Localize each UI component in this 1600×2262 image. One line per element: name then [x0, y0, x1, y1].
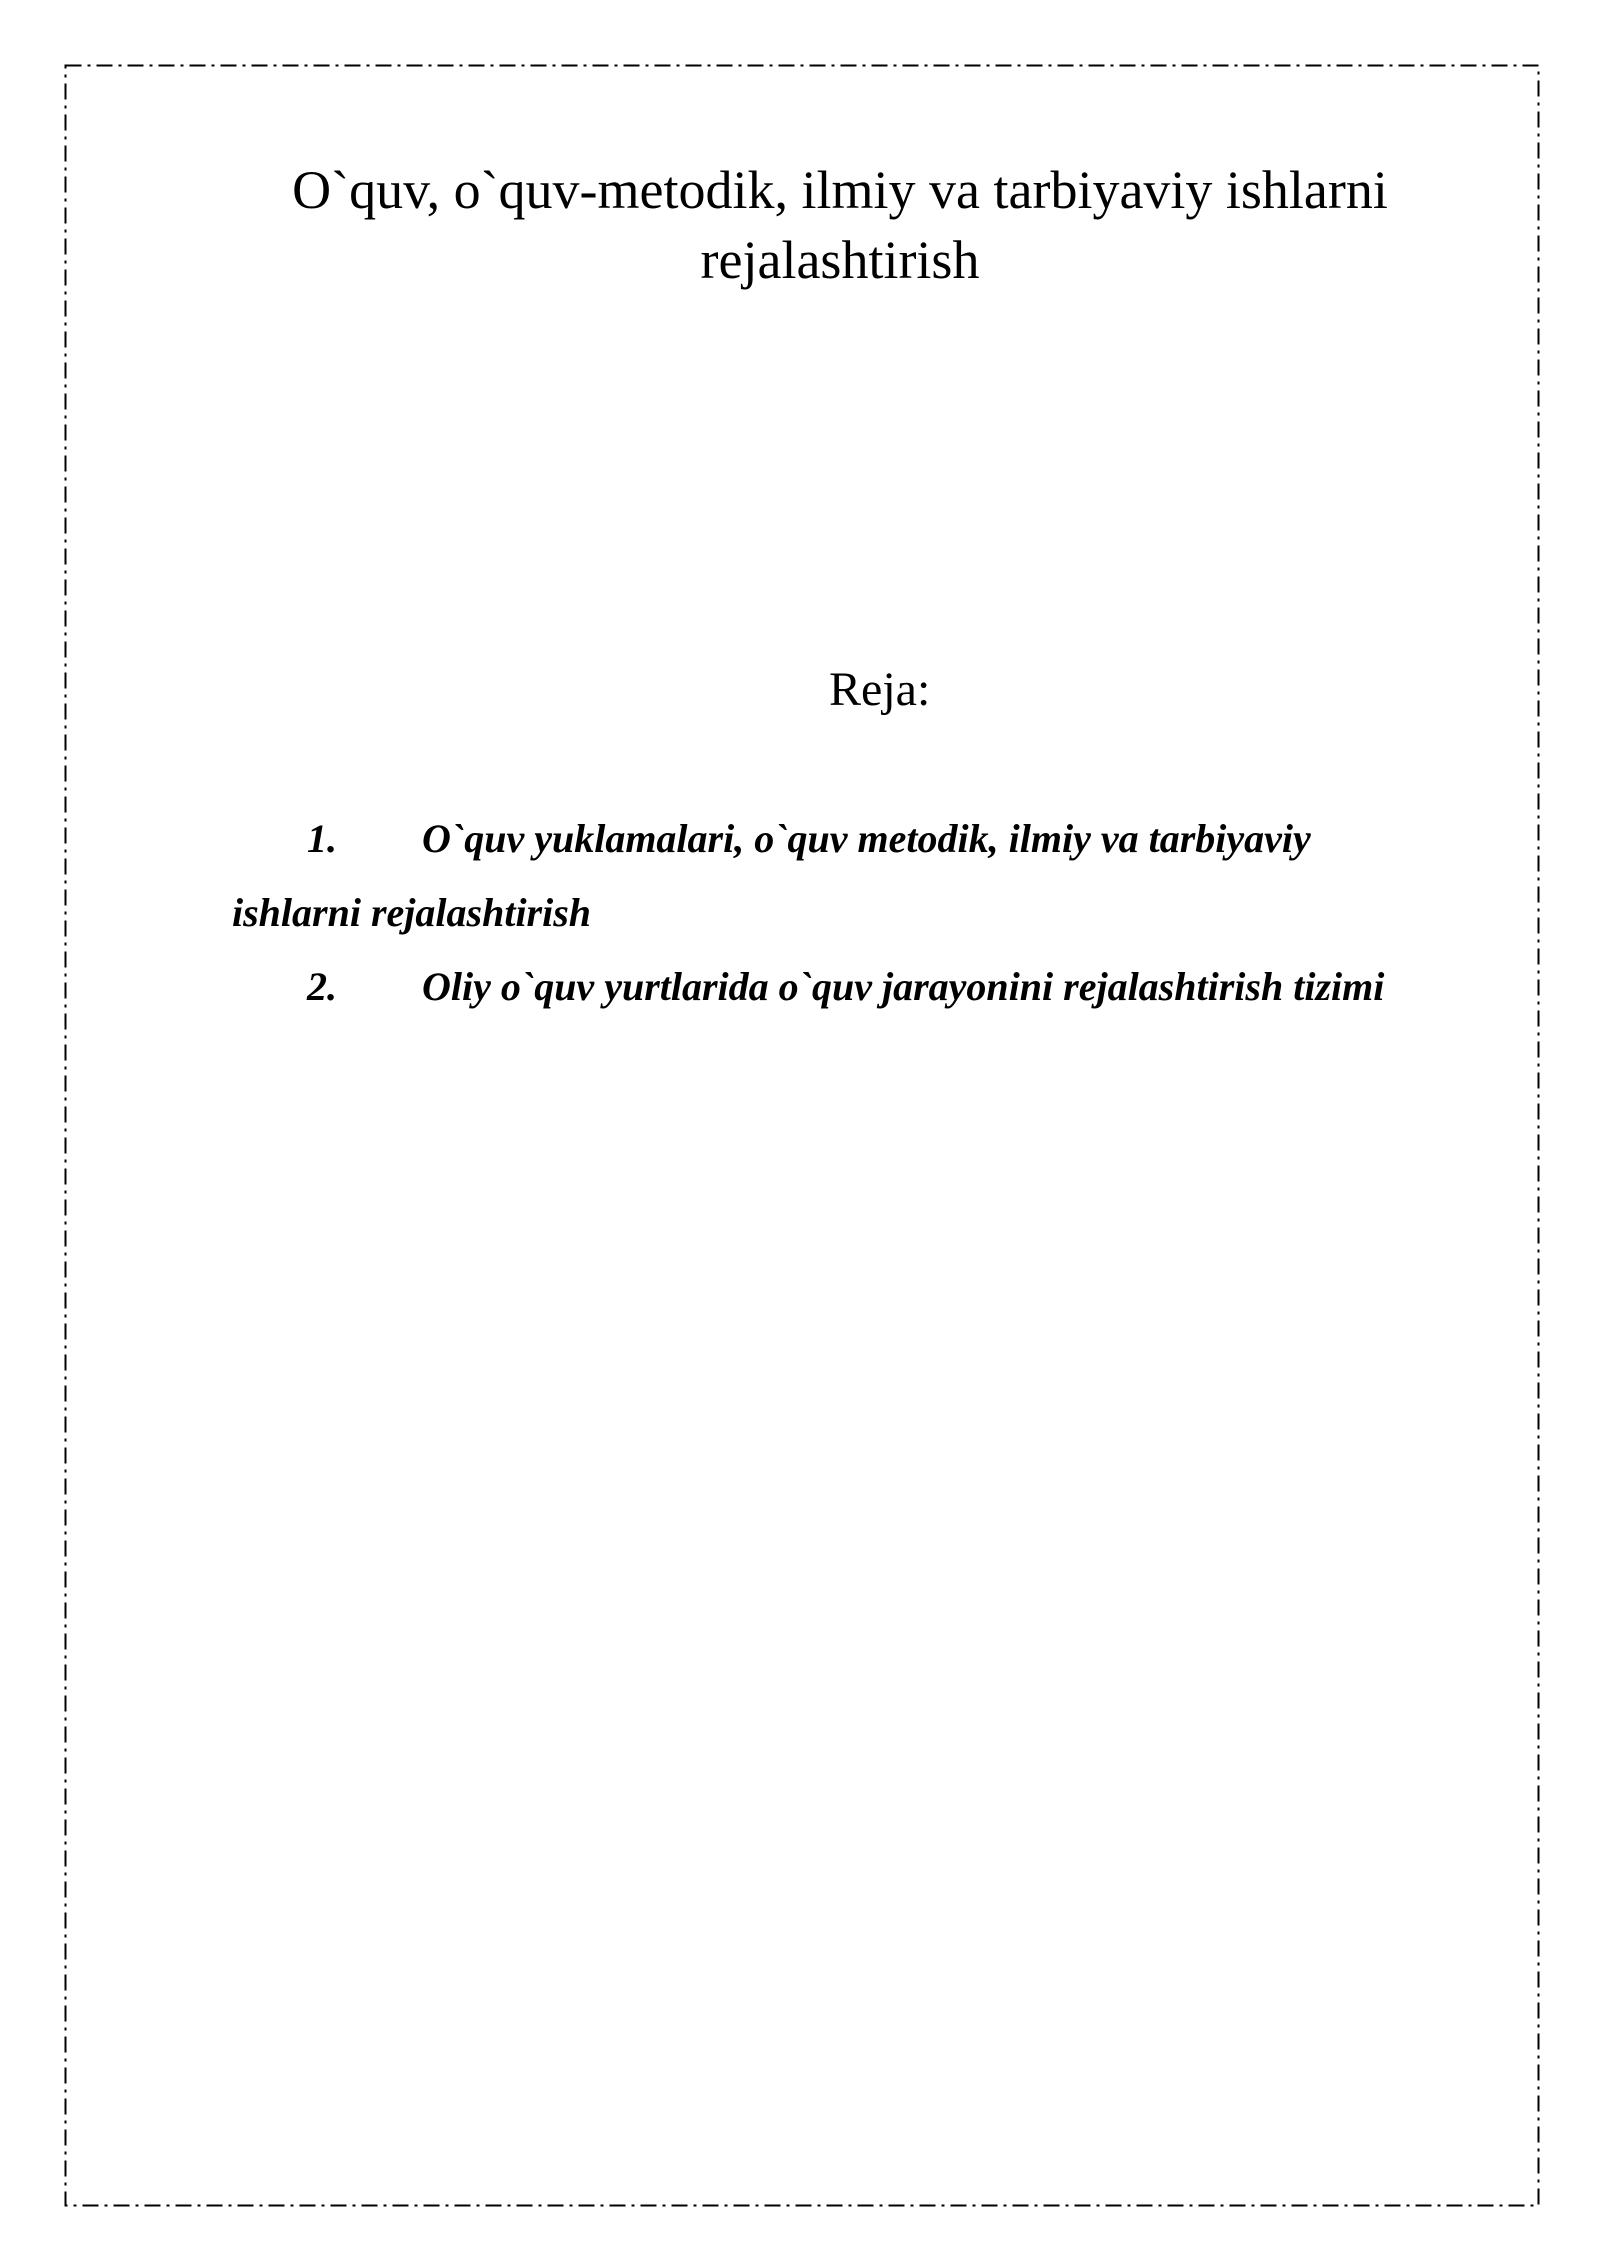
plan-item-text: O`quv yuklamalari, o`quv metodik, ilmiy va tarbiyaviy ishlarni rejalashtirish [232, 816, 1311, 935]
plan-item [232, 950, 1432, 1024]
plan-item-number: 2. [307, 964, 337, 1009]
plan-item-text: Oliy o`quv yurtlarida o`quv jarayonini rejalashtirish tizimi [422, 964, 1385, 1009]
plan-list [232, 802, 1432, 1024]
plan-item-number: 1. [307, 816, 337, 861]
page-title: O`quv, o`quv-metodik, ilmiy va tarbiyaviy ishlarni rejalashtirish [292, 160, 1388, 290]
plan-heading: Reja: [829, 663, 931, 716]
page-border [64, 64, 1540, 2207]
plan-item [232, 802, 1432, 950]
dash-dot-frame [64, 64, 1540, 2207]
